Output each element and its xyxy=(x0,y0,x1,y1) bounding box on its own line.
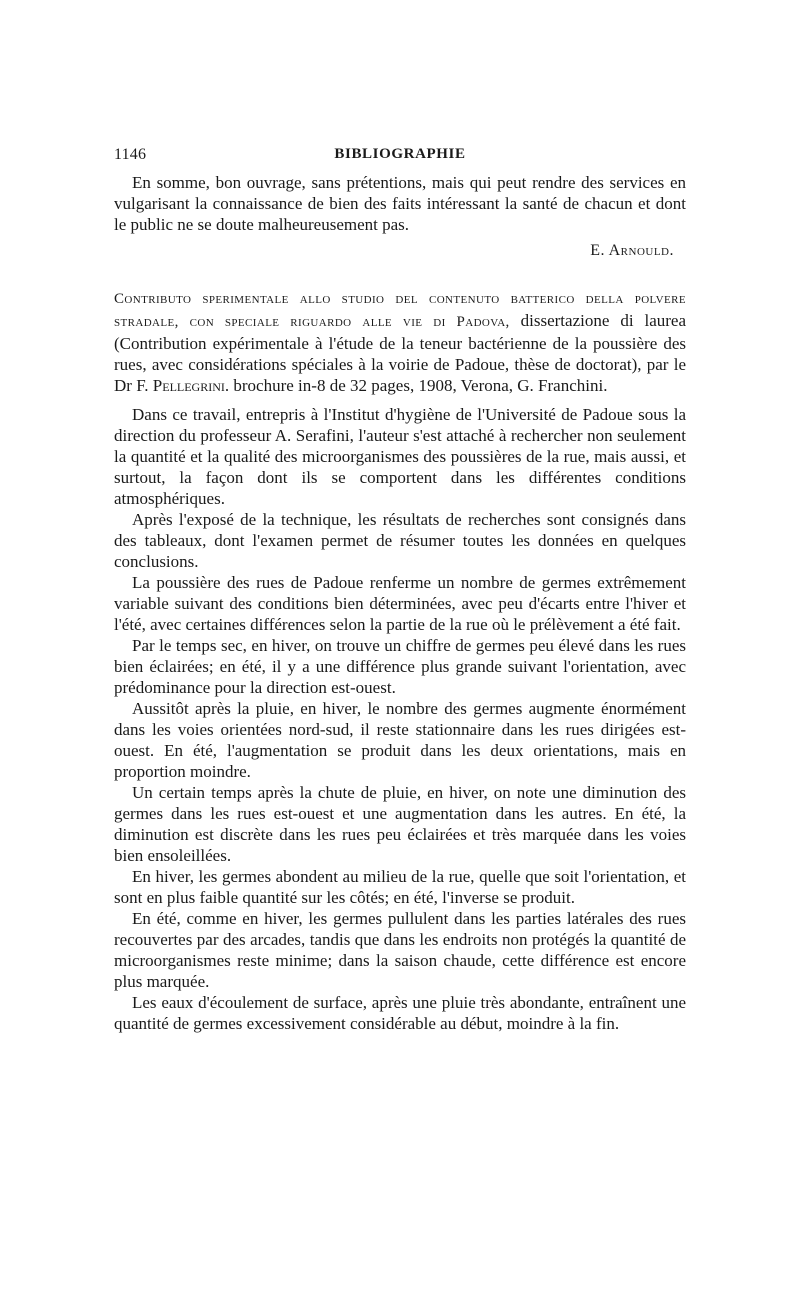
body-paragraph: Aussitôt après la pluie, en hiver, le nombre des germes augmente énormément dans les voies orientées nord-sud, il reste stationnaire dans les rues dirigées est-ouest. En été, l'augmentation se produit dans les deux orientations, mais en proportion moindre. xyxy=(114,699,686,781)
body-paragraph: En hiver, les germes abondent au milieu de la rue, quelle que soit l'orientation, et sont en plus faible quantité sur les côtés; en été, l'inverse se produit. xyxy=(114,867,686,907)
review-signature: E. Arnould. xyxy=(590,242,674,259)
document-page xyxy=(114,146,686,1034)
body-paragraph: La poussière des rues de Padoue renferme un nombre de germes extrêmement variable suivant des conditions bien déterminées, avec peu d'écarts entre l'hiver et l'été, avec certaines différences selon la partie de la rue où le prélèvement a été fait. xyxy=(114,573,686,634)
reference-author: Pellegrini. xyxy=(152,376,230,395)
reference-details: dissertazione di laurea (Contribution expérimentale à l'étude de la teneur bactérienne de la poussière des rues, avec considérations spéciales à la voirie de Padoue, thèse de doctorat), par le Dr F. xyxy=(114,311,686,395)
body-paragraph: En été, comme en hiver, les germes pullulent dans les parties latérales des rues recouvertes par des arcades, tandis que dans les endroits non protégés la quantité de microorganismes reste minime; dans la saison chaude, cette différence est encore plus marquée. xyxy=(114,909,686,991)
bibliographic-reference xyxy=(114,287,686,396)
body-paragraph: Un certain temps après la chute de pluie, en hiver, on note une diminution des germes dans les rues est-ouest et une augmentation dans les autres. En été, la diminution est discrète dans les rues peu éclairées et très marquée dans les voies bien ensoleillées. xyxy=(114,783,686,865)
reference-publication: brochure in-8 de 32 pages, 1908, Verona, G. Franchini. xyxy=(233,376,608,395)
body-paragraph: Dans ce travail, entrepris à l'Institut d'hygiène de l'Université de Padoue sous la direction du professeur A. Serafini, l'auteur s'est attaché à rechercher non seulement la quantité et la qualité des microorganismes des poussières de la rue, mais aussi, et surtout, la façon dont ils se comportent dans les différentes conditions atmosphériques. xyxy=(114,405,686,508)
running-head xyxy=(114,146,686,172)
running-title: BIBLIOGRAPHIE xyxy=(334,146,466,162)
reference-title: Contributo sperimentale allo studio del contenuto batterico della polvere stradale, con speciale riguardo alle vie di Padova, xyxy=(114,291,686,330)
previous-review-closing-paragraph: En somme, bon ouvrage, sans prétentions, mais qui peut rendre des services en vulgarisant la connaissance de bien des faits intéressant la santé de chacun et dont le public ne se doute malheureusement pas. xyxy=(114,173,686,234)
body-paragraph: Après l'exposé de la technique, les résultats de recherches sont consignés dans des tableaux, dont l'examen permet de résumer toutes les données en quelques conclusions. xyxy=(114,510,686,571)
body-paragraph: Par le temps sec, en hiver, on trouve un chiffre de germes peu élevé dans les rues bien éclairées; en été, il y a une différence plus grande suivant l'orientation, avec prédominance pour la direction est-ouest. xyxy=(114,636,686,697)
review-body xyxy=(114,404,686,1034)
page-number: 1146 xyxy=(114,146,147,163)
body-paragraph: Les eaux d'écoulement de surface, après une pluie très abondante, entraînent une quantité de germes excessivement considérable au début, moindre à la fin. xyxy=(114,993,686,1033)
